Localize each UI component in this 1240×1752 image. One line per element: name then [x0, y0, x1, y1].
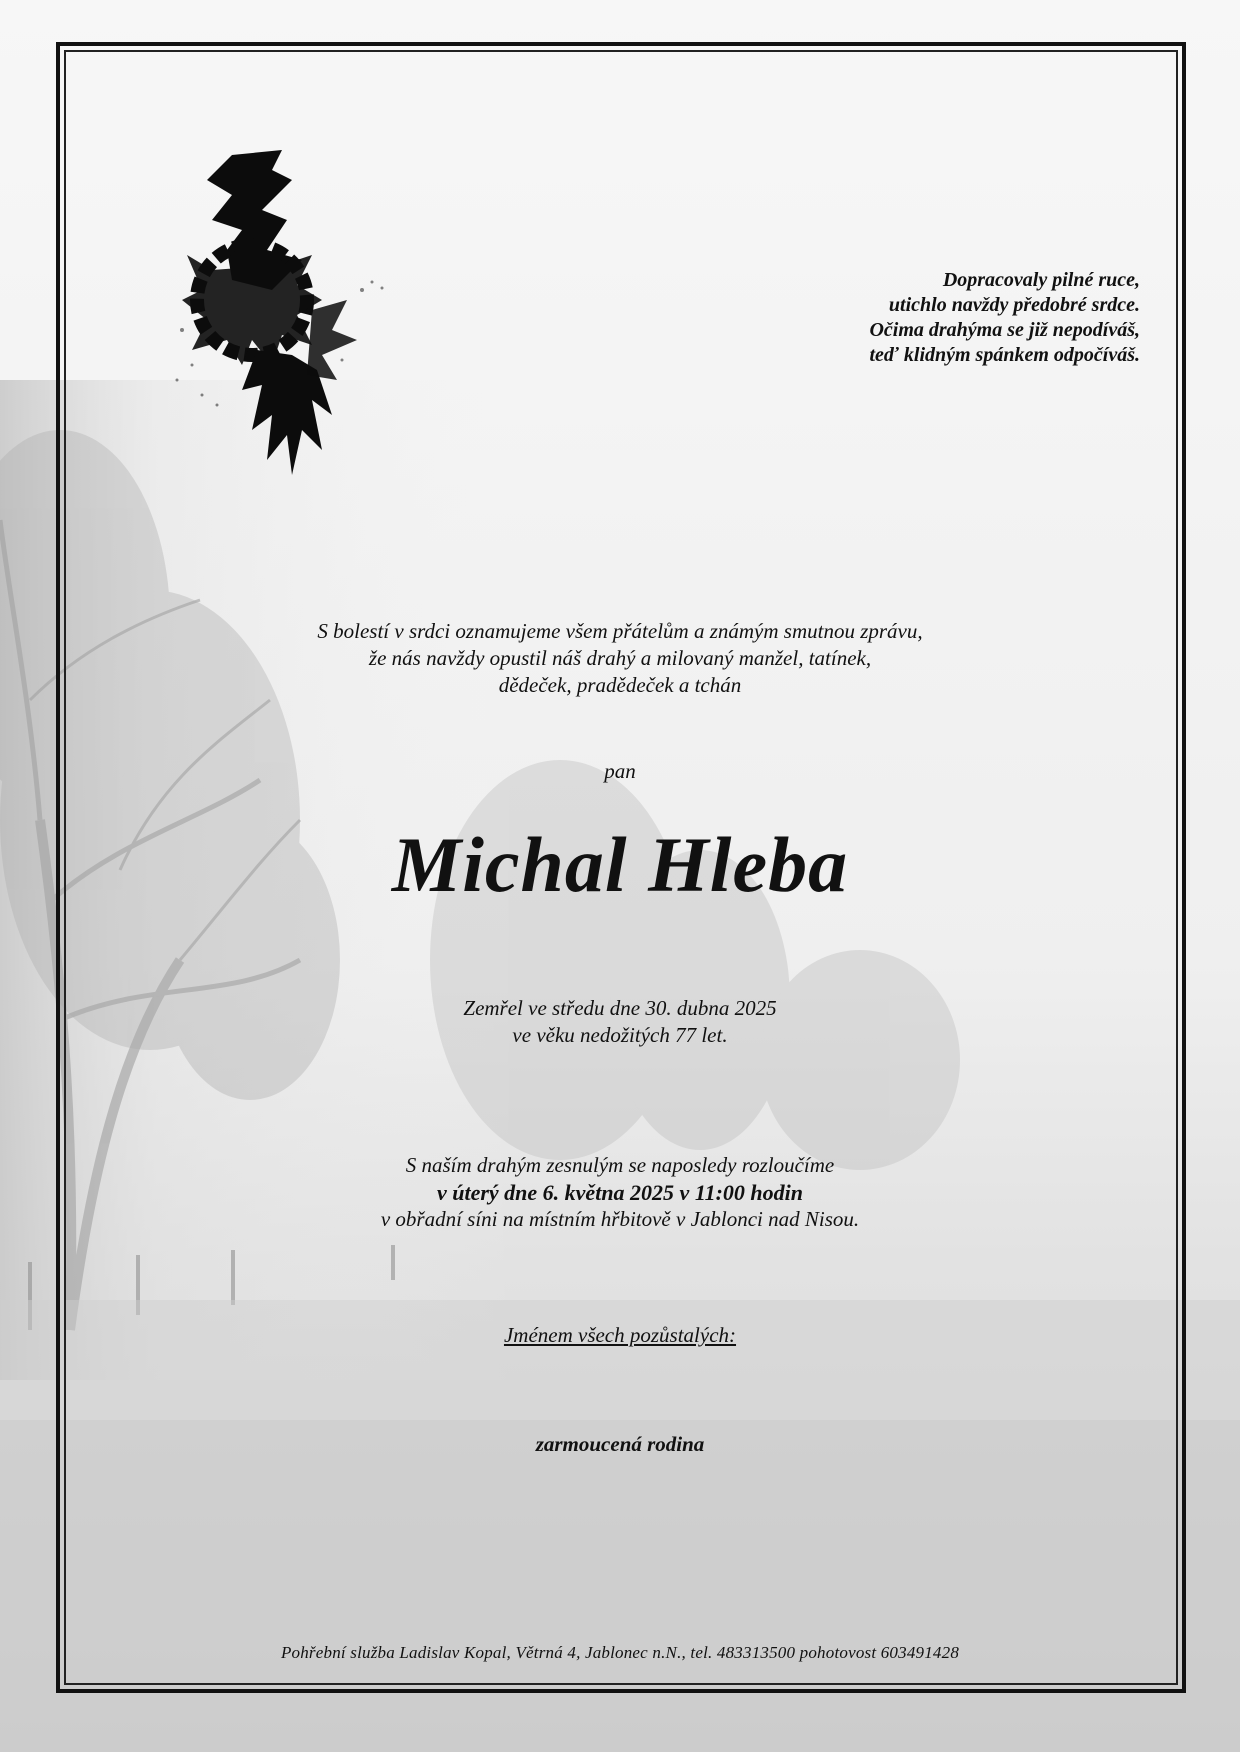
verse-line: Očima drahýma se již nepodíváš,: [869, 319, 1140, 341]
funeral-location: v obřadní síni na místním hřbitově v Jablonci nad Nisou.: [380, 1207, 860, 1231]
verse-line: teď klidným spánkem odpočíváš.: [869, 344, 1140, 366]
verse-line: Dopracovaly pilné ruce,: [942, 269, 1140, 291]
death-line: ve věku nedožitých 77 let.: [512, 1023, 728, 1047]
honorific: pan: [604, 759, 636, 783]
announcement-line: S bolestí v srdci oznamujeme všem přátelům a známým smutnou zprávu,: [317, 619, 923, 643]
memorial-verse: [700, 268, 1140, 368]
family-signature: zarmoucená rodina: [535, 1432, 705, 1456]
funeral-line: S naším drahým zesnulým se naposledy rozloučíme: [405, 1153, 835, 1177]
deceased-name: Michal Hleba: [391, 821, 849, 908]
survivors-heading: Jménem všech pozůstalých:: [503, 1323, 737, 1347]
ivy-wreath-icon: [172, 150, 412, 480]
announcement-line: že nás navždy opustil náš drahý a milovaný manžel, tatínek,: [368, 646, 872, 670]
announcement-text: [150, 618, 1090, 699]
verse-line: utichlo navždy předobré srdce.: [888, 294, 1140, 316]
funeral-details: [150, 1152, 1090, 1233]
funeral-date-time: v úterý dne 6. května 2025 v 11:00 hodin: [436, 1180, 804, 1205]
funeral-service-footer: Pohřební služba Ladislav Kopal, Větrná 4, Jablonec n.N., tel. 483313500 pohotovost 603491428: [280, 1643, 960, 1662]
death-line: Zemřel ve středu dne 30. dubna 2025: [463, 996, 777, 1020]
death-details: [150, 995, 1090, 1049]
announcement-line: dědeček, pradědeček a tchán: [498, 673, 742, 697]
